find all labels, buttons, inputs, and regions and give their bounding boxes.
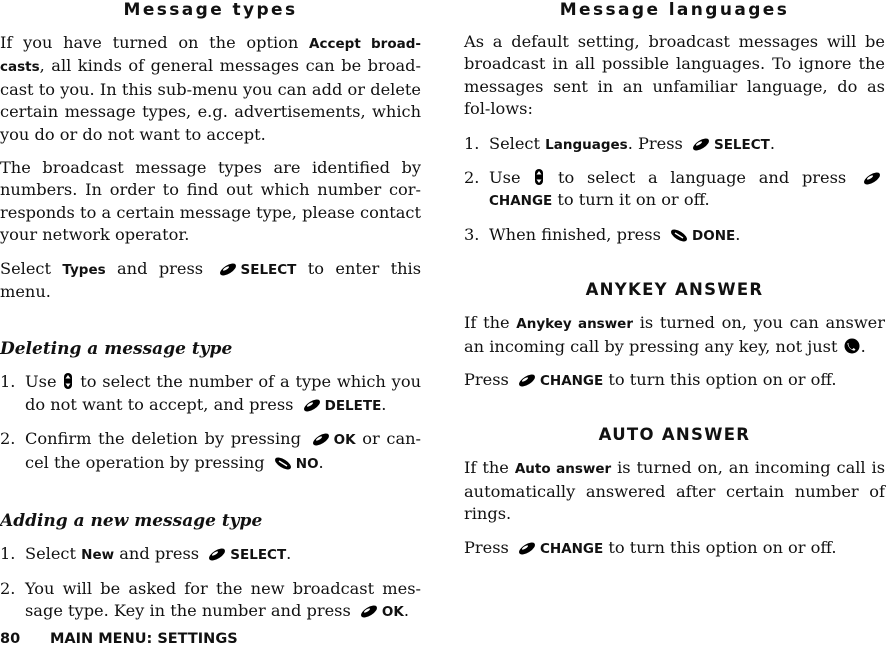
languages-step-2: 2. Use to select a language and press CHANGE to turn it on or off. <box>464 167 885 213</box>
adding-step-2: 2. You will be asked for the new broadcast mes-sage type. Key in the number and press OK. <box>0 578 421 620</box>
yes-key-icon <box>311 433 331 446</box>
page-footer <box>0 631 238 648</box>
languages-step-3: 3. When finished, press DONE. <box>464 224 741 244</box>
message-languages-title: Message languages <box>559 0 790 20</box>
yes-key-icon <box>691 138 711 151</box>
call-key-icon <box>844 338 860 354</box>
anykey-answer-heading: ANYKEY ANSWER <box>585 280 764 300</box>
adding-steps <box>0 543 421 623</box>
yes-key-icon <box>359 605 379 618</box>
left-column <box>0 0 421 623</box>
message-types-intro: If you have turned on the option Accept broad-casts, all kinds of general messages can be broad-cast to you. In this sub-menu you can add or delete certain message types, e.g. advertisements, which you do or do not want to accept. <box>0 33 421 144</box>
message-types-title: Message types <box>123 0 298 20</box>
yes-key-icon <box>862 172 882 185</box>
adding-step-1: 1. Select New and press SELECT. <box>0 544 292 564</box>
yes-key-icon <box>207 548 227 561</box>
auto-answer-instruction: Press CHANGE to turn this option on or off. <box>464 537 837 557</box>
yes-key-icon <box>302 399 322 412</box>
page-number: 80 <box>0 631 21 647</box>
scroll-key-icon <box>534 168 544 186</box>
anykey-answer-description: If the Anykey answer is turned on, you can answer an incoming call by pressing any key, not just . <box>464 313 885 356</box>
languages-step-1: 1. Select Languages. Press SELECT. <box>464 133 776 153</box>
auto-answer-description: If the Auto answer is turned on, an incoming call is automatically answered after certain number of rings. <box>464 458 886 524</box>
message-languages-intro: As a default setting, broadcast messages will be broadcast in all possible languages. To ignore the messages sent in an unfamiliar language, do as fol-lows: <box>464 32 885 119</box>
anykey-answer-instruction: Press CHANGE to turn this option on or off. <box>464 370 837 390</box>
deleting-heading: Deleting a message type <box>0 339 233 360</box>
message-types-select-paragraph: Select Types and press SELECT to enter this menu. <box>0 258 421 302</box>
yes-key-icon <box>517 374 537 387</box>
right-column <box>464 0 885 560</box>
message-types-numbers-paragraph: The broadcast message types are identified by numbers. In order to find out which number cor-responds to a certain message type, please contact your network operator. <box>0 158 421 245</box>
yes-key-icon <box>218 263 238 276</box>
deleting-step-2: 2. Confirm the deletion by pressing OK or can-cel the operation by pressing NO. <box>0 429 421 472</box>
no-key-icon <box>669 229 689 242</box>
languages-steps <box>464 133 885 248</box>
deleting-step-1: 1. Use to select the number of a type which you do not want to accept, and press DELETE. <box>0 372 421 414</box>
footer-section-title: MAIN MENU: SETTINGS <box>50 631 238 647</box>
auto-answer-heading: AUTO ANSWER <box>598 425 751 445</box>
scroll-key-icon <box>63 372 73 390</box>
yes-key-icon <box>517 542 537 555</box>
deleting-steps <box>0 371 421 475</box>
no-key-icon <box>273 457 293 470</box>
adding-heading: Adding a new message type <box>0 511 263 532</box>
